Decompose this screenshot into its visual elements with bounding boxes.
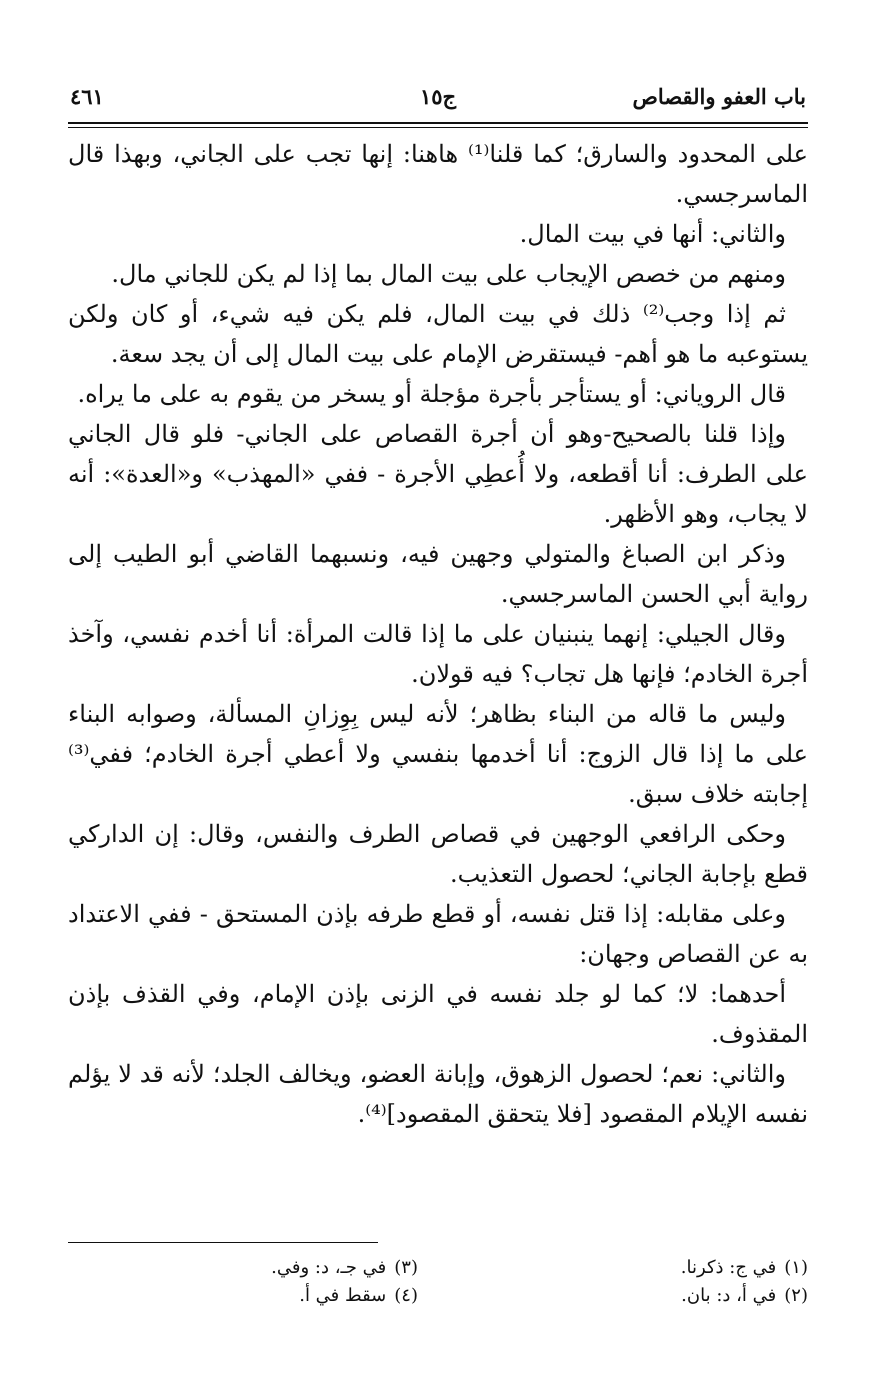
paragraph: وليس ما قاله من البناء بظاهر؛ لأنه ليس بِوِزانِ المسألة، وصوابه البناء على ما إذا قال الزوج: أنا أخدمها بنفسي ولا أعطي أجرة الخادم؛ ففي⁽³⁾ إجابته خلاف سبق. bbox=[68, 700, 808, 808]
paragraph: قال الروياني: أو يستأجر بأجرة مؤجلة أو يسخر من يقوم به على ما يراه. bbox=[77, 380, 786, 408]
footnote-number: (٢) bbox=[784, 1285, 808, 1306]
footnote-column-left bbox=[58, 1254, 418, 1310]
footnote-number: (٣) bbox=[394, 1257, 418, 1278]
main-text bbox=[68, 134, 808, 1134]
footnote-text: في ج: ذكرنا. bbox=[680, 1257, 777, 1278]
paragraph: وعلى مقابله: إذا قتل نفسه، أو قطع طرفه بإذن المستحق - ففي الاعتداد به عن القصاص وجهان: bbox=[68, 900, 808, 968]
paragraph: وإذا قلنا بالصحيح-وهو أن أجرة القصاص على الجاني- فلو قال الجاني على الطرف: أنا أقطعه، ولا أُعطِي الأجرة - ففي «المهذب» و«العدة»: أنه لا يجاب، وهو الأظهر. bbox=[68, 420, 808, 528]
footnote bbox=[58, 1254, 418, 1282]
footnote bbox=[58, 1282, 418, 1310]
paragraph: ثم إذا وجب⁽²⁾ ذلك في بيت المال، فلم يكن فيه شيء، أو كان ولكن يستوعبه ما هو أهم- فيستقرض الإمام على بيت المال إلى أن يجد سعة. bbox=[68, 300, 808, 368]
paragraph: والثاني: أنها في بيت المال. bbox=[519, 220, 786, 248]
footnote bbox=[448, 1254, 808, 1282]
paragraph: وذكر ابن الصباغ والمتولي وجهين فيه، ونسبهما القاضي أبو الطيب إلى رواية أبي الحسن الماسرجسي. bbox=[68, 540, 808, 608]
footnote-number: (٤) bbox=[394, 1285, 418, 1306]
paragraph: والثاني: نعم؛ لحصول الزهوق، وإبانة العضو، ويخالف الجلد؛ لأنه قد لا يؤلم نفسه الإيلام المقصود [فلا يتحقق المقصود]⁽⁴⁾. bbox=[68, 1060, 808, 1128]
footnote-text: في جـ، د: وفي. bbox=[271, 1257, 387, 1278]
footnote-number: (١) bbox=[784, 1257, 808, 1278]
footnote bbox=[448, 1282, 808, 1310]
paragraph: ومنهم من خصص الإيجاب على بيت المال بما إذا لم يكن للجاني مال. bbox=[111, 260, 786, 288]
footnote-separator bbox=[68, 1242, 378, 1243]
paragraph: وحكى الرافعي الوجهين في قصاص الطرف والنفس، وقال: إن الداركي قطع بإجابة الجاني؛ لحصول التعذيب. bbox=[68, 820, 808, 888]
paragraph: وقال الجيلي: إنهما ينبنيان على ما إذا قالت المرأة: أنا أخدم نفسي، وآخذ أجرة الخادم؛ فإنها هل تجاب؟ فيه قولان. bbox=[68, 620, 808, 688]
page-number: ٤٦١ bbox=[70, 84, 104, 109]
footnote-column-right bbox=[448, 1254, 808, 1310]
running-header bbox=[68, 80, 808, 118]
page bbox=[68, 80, 808, 1134]
footnote-text: في أ، د: بان. bbox=[681, 1285, 777, 1306]
volume-label: ج١٥ bbox=[419, 84, 457, 109]
header-rule-thin bbox=[68, 127, 808, 128]
paragraph: أحدهما: لا؛ كما لو جلد نفسه في الزنى بإذن الإمام، وفي القذف بإذن المقذوف. bbox=[68, 980, 808, 1048]
header-rule-thick bbox=[68, 122, 808, 124]
footnote-text: سقط في أ. bbox=[299, 1285, 387, 1306]
chapter-title: باب العفو والقصاص bbox=[632, 84, 806, 109]
paragraph: على المحدود والسارق؛ كما قلنا⁽¹⁾ هاهنا: إنها تجب على الجاني، وبهذا قال الماسرجسي. bbox=[68, 140, 809, 208]
